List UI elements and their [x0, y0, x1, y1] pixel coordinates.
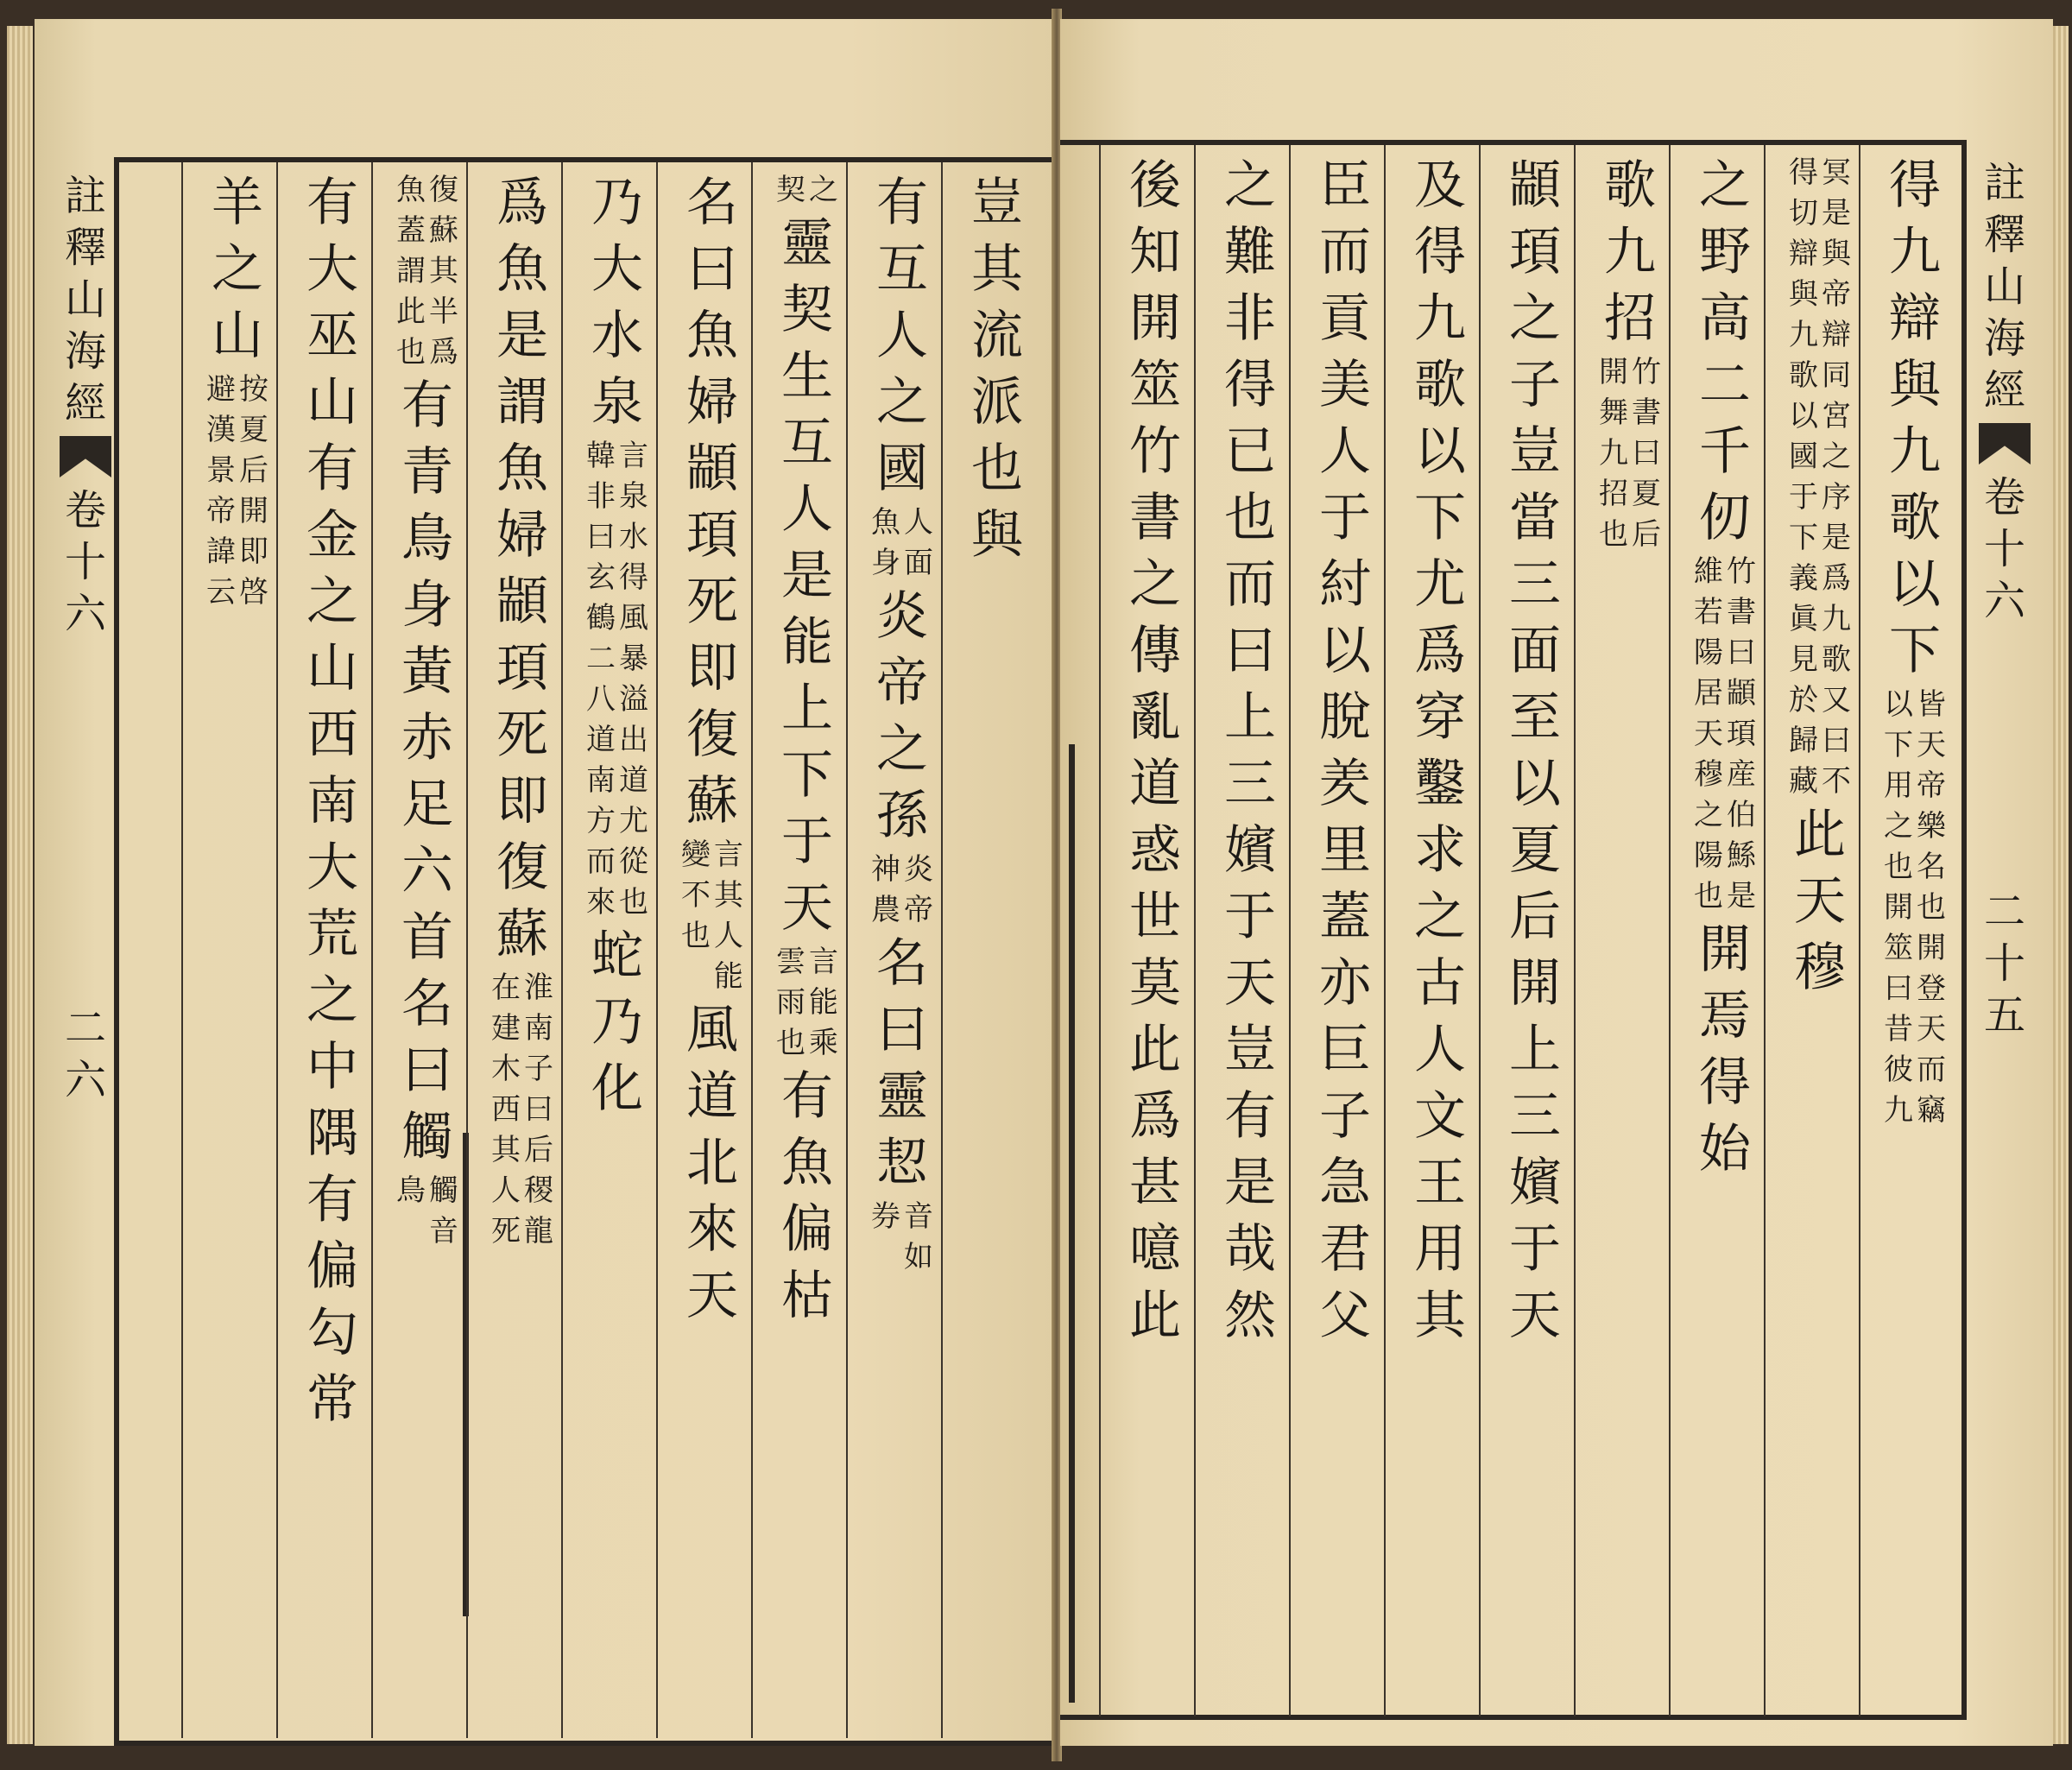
- column-rule: [1764, 145, 1766, 1716]
- column-rule: [1384, 145, 1386, 1716]
- annotation-text: 鳥: [396, 1173, 426, 1208]
- text-column: [570, 170, 665, 1122]
- annotation-pair: [1693, 552, 1757, 917]
- annotation-pair: [775, 170, 839, 211]
- column-rule: [561, 162, 563, 1738]
- column-rule: [1574, 145, 1576, 1716]
- annotation-text: 雲 雨 也: [776, 945, 805, 1060]
- annotation-pair: [205, 370, 269, 613]
- main-text: 後 知 開 筮 竹 書 之 傳 亂 道 惑 世 莫 此 爲 甚 噫 此: [1129, 155, 1181, 1346]
- main-text: 名 曰 魚 婦 顓 頊 死 即 復 蘇: [686, 173, 738, 831]
- text-column: [1488, 153, 1582, 1350]
- main-text: 得 九 辯 與 九 歌 以 下: [1889, 155, 1941, 681]
- main-text: 乃 大 水 泉: [591, 173, 643, 433]
- text-column: [950, 170, 1045, 569]
- annotation-pair: [775, 942, 839, 1064]
- column-rule: [1479, 145, 1481, 1716]
- annotation-text: 開 舞 九 招 也: [1599, 355, 1628, 552]
- right-page-thick-rule: [1069, 744, 1075, 1703]
- main-text: 有 互 人 之 國: [876, 173, 928, 499]
- text-column: [1677, 153, 1772, 1183]
- main-text: 臣 而 貢 美 人 于 紂 以 脫 羑 里 蓋 亦 巨 子 急 君 父: [1319, 155, 1371, 1346]
- annotation-text: 以 下 用 之 也 開 筮 曰 昔 彼 九: [1884, 687, 1913, 1128]
- annotation-text: 在 建 木 西 其 人 死: [491, 970, 521, 1248]
- annotation-text: 人 面: [904, 505, 933, 580]
- fishtail-mark: [1979, 423, 2031, 465]
- right-band-title: 註 釋 山 海 經: [1983, 159, 2025, 414]
- left-band-title: 註 釋 山 海 經: [64, 172, 106, 427]
- annotation-text: 魚 蓋 謂 此 也: [396, 173, 426, 370]
- fishtail-mark: [60, 436, 111, 477]
- annotation-text: 神 農: [871, 852, 900, 927]
- annotation-pair: [395, 170, 459, 373]
- column-rule: [371, 162, 373, 1738]
- annotation-pair: [870, 503, 934, 584]
- column-rule: [1194, 145, 1196, 1716]
- text-column: [1772, 153, 1867, 1002]
- main-text: 蛇 乃 化: [591, 926, 643, 1119]
- text-column: [855, 170, 950, 1278]
- column-rule: [846, 162, 848, 1738]
- left-center-band: [55, 170, 116, 1106]
- main-text: 風 道 北 來 天: [686, 1000, 738, 1326]
- annotation-text: 言 其 人 能: [714, 838, 743, 994]
- annotation-pair: [1788, 153, 1852, 802]
- main-text: 有 大 巫 山 有 金 之 山 西 南 大 荒 之 中 隅 有 偏 勾 常: [306, 173, 358, 1430]
- annotation-pair: [490, 968, 554, 1252]
- annotation-text: 言 泉 水 得 風 暴 溢 出 道 尤 從 也: [619, 439, 648, 920]
- annotation-text: 冥 是 與 帝 辯 同 宮 之 序 是 爲 九 歌 又 曰 不: [1822, 155, 1851, 799]
- column-rule: [1099, 145, 1101, 1716]
- text-column: [285, 170, 380, 1433]
- main-text: 之 難 非 得 已 也 而 曰 上 三 嬪 于 天 豈 有 是 哉 然: [1224, 155, 1276, 1346]
- right-band-volume: 卷 十 六: [1983, 473, 2025, 625]
- annotation-text: 得 切 辯 與 九 歌 以 國 于 下 義 眞 見 於 歸 藏: [1789, 155, 1818, 799]
- text-column: [665, 170, 760, 1330]
- annotation-text: 維 若 陽 居 天 穆 之 陽 也: [1694, 554, 1723, 913]
- text-column: [380, 170, 475, 1252]
- main-text: 及 得 九 歌 以 下 尤 爲 穿 鑿 求 之 古 人 文 王 用 其: [1414, 155, 1466, 1346]
- column-rule: [466, 162, 468, 1738]
- annotation-text: 音 如: [904, 1199, 933, 1274]
- annotation-text: 言 能 乘: [809, 945, 838, 1060]
- annotation-text: 淮 南 子 曰 后 稷 龍: [524, 970, 553, 1248]
- left-band-folio: 二 六: [64, 1004, 106, 1104]
- annotation-text: 變 不 也: [681, 838, 711, 953]
- column-rule: [656, 162, 658, 1738]
- text-column: [190, 170, 285, 613]
- main-text: 歌 九 招: [1604, 155, 1656, 349]
- annotation-pair: [870, 1197, 934, 1278]
- text-column: [1203, 153, 1298, 1350]
- main-text: 之 野 高 二 千 仞: [1699, 155, 1751, 548]
- annotation-pair: [680, 835, 744, 997]
- column-rule: [751, 162, 753, 1738]
- column-rule: [1859, 145, 1860, 1716]
- annotation-pair: [585, 436, 649, 923]
- main-text: 炎 帝 之 孫: [876, 586, 928, 846]
- annotation-text: 皆 天 帝 樂 名 也 開 登 天 而 竊: [1917, 687, 1946, 1128]
- text-column: [1298, 153, 1393, 1350]
- column-rule: [941, 162, 943, 1738]
- text-column: [1108, 153, 1203, 1350]
- column-rule: [276, 162, 278, 1738]
- annotation-pair: [1883, 685, 1947, 1131]
- main-text: 靈 契 生 互 人 是 能 上 下 于 天: [781, 213, 833, 939]
- text-column: [1582, 153, 1677, 555]
- page-stack-edge-left: [7, 26, 33, 1744]
- annotation-text: 避 漢 景 帝 諱 云: [206, 372, 236, 610]
- annotation-text: 券: [871, 1199, 900, 1234]
- column-rule: [1669, 145, 1671, 1716]
- right-center-band: [1970, 157, 2039, 1041]
- annotation-pair: [870, 850, 934, 931]
- annotation-text: 魚 身: [871, 505, 900, 580]
- annotation-text: 復 蘇 其 半 爲: [429, 173, 458, 370]
- main-text: 有 魚 偏 枯: [781, 1066, 833, 1326]
- annotation-pair: [1598, 352, 1662, 555]
- text-column: [475, 170, 570, 1252]
- right-page: [1060, 19, 2053, 1746]
- column-rule: [181, 162, 183, 1738]
- main-text: 顓 頊 之 子 豈 當 三 面 至 以 夏 后 開 上 三 嬪 于 天: [1509, 155, 1561, 1346]
- main-text: 豈 其 流 派 也 與: [971, 173, 1023, 566]
- main-text: 羊 之 山: [212, 173, 263, 366]
- annotation-text: 竹 書 曰 夏 后: [1632, 355, 1661, 552]
- text-column: [1867, 153, 1962, 1131]
- left-page: [35, 19, 1053, 1746]
- annotation-text: 韓 非 曰 玄 鶴 二 八 道 南 方 而 來: [586, 439, 616, 920]
- annotation-text: 炎 帝: [904, 852, 933, 927]
- annotation-text: 之: [809, 173, 838, 207]
- main-text: 爲 魚 是 謂 魚 婦 顓 頊 死 即 復 蘇: [496, 173, 548, 964]
- annotation-text: 契: [776, 173, 805, 207]
- main-text: 開 焉 得 始: [1699, 920, 1751, 1179]
- text-column: [1393, 153, 1488, 1350]
- annotation-text: 按 夏 后 開 即 啓: [239, 372, 268, 610]
- text-column: [760, 170, 855, 1330]
- main-text: 有 青 鳥 身 黃 赤 足 六 首 名 曰 觸: [401, 376, 453, 1167]
- left-band-volume: 卷 十 六: [64, 486, 106, 638]
- annotation-text: 竹 書 曰 顓 頊 産 伯 鯀 是: [1727, 554, 1756, 913]
- main-text: 此 天 穆: [1794, 805, 1846, 998]
- column-rule: [1289, 145, 1291, 1716]
- right-band-folio: 二 十 五: [1983, 888, 2025, 1040]
- annotation-pair: [395, 1171, 459, 1252]
- main-text: 名 曰 靈 恝: [876, 933, 928, 1193]
- annotation-text: 觸 音: [429, 1173, 458, 1248]
